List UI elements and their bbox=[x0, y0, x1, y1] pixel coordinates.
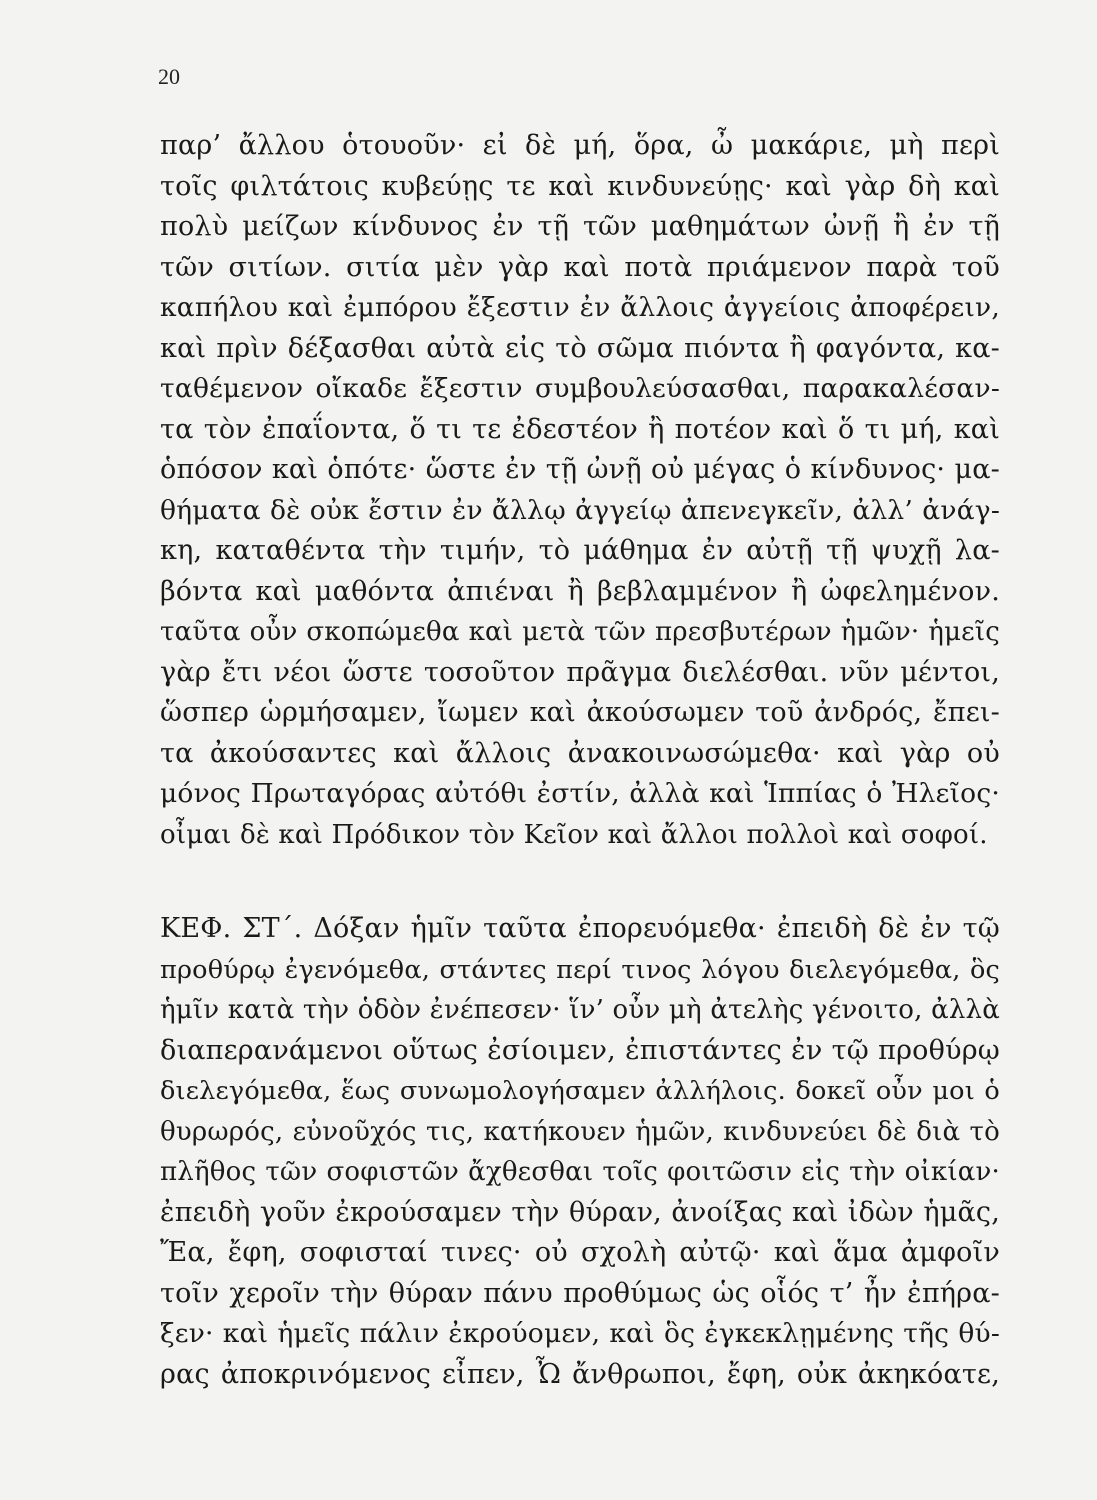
text-line: θήματα δὲ οὐκ ἔστιν ἐν ἄλλῳ ἀγγείῳ ἀπενεγκεῖν, ἀλλ’ ἀνάγ- bbox=[160, 494, 1000, 526]
text-line: τοῖς φιλτάτοις κυβεύῃς τε καὶ κινδυνεύῃς· καὶ γὰρ δὴ καὶ bbox=[160, 170, 1000, 202]
text-line: ἐπειδὴ γοῦν ἐκρούσαμεν τὴν θύραν, ἀνοίξας καὶ ἰδὼν ἡμᾶς, bbox=[160, 1196, 1000, 1228]
text-line: οἶμαι δὲ καὶ Πρόδικον τὸν Κεῖον καὶ ἄλλοι πολλοὶ καὶ σοφοί. bbox=[160, 819, 988, 850]
paragraph-1 bbox=[160, 126, 1000, 855]
text-line: διελεγόμεθα, ἕως συνωμολογήσαμεν ἀλλήλοις. δοκεῖ οὖν μοι ὁ bbox=[160, 1076, 1000, 1106]
text-line: προθύρῳ ἐγενόμεθα, στάντες περί τινος λόγου διελεγόμεθα, ὃς bbox=[160, 954, 1000, 985]
text-line: γὰρ ἔτι νέοι ὥστε τοσοῦτον πρᾶγμα διελέσθαι. νῦν μέντοι, bbox=[160, 656, 1000, 688]
page-number: 20 bbox=[158, 64, 180, 89]
text-line: Ἔα, ἔφη, σοφισταί τινες· οὐ σχολὴ αὐτῷ· καὶ ἅμα ἀμφοῖν bbox=[160, 1237, 1000, 1268]
body-text bbox=[160, 126, 1000, 1395]
text-line: παρ’ ἄλλου ὁτουοῦν· εἰ δὲ μή, ὅρα, ὦ μακάριε, μὴ περὶ bbox=[160, 130, 1000, 161]
text-line: διαπερανάμενοι οὕτως ἐσίοιμεν, ἐπιστάντες ἐν τῷ προθύρῳ bbox=[160, 1034, 1000, 1066]
text-line: θυρωρός, εὐνοῦχός τις, κατήκουεν ἡμῶν, κινδυνεύει δὲ διὰ τὸ bbox=[160, 1116, 1000, 1147]
text-line: ἡμῖν κατὰ τὴν ὁδὸν ἐνέπεσεν· ἵν’ οὖν μὴ ἀτελὴς γένοιτο, ἀλλὰ bbox=[160, 995, 1000, 1025]
text-line: μόνος Πρωταγόρας αὐτόθι ἐστίν, ἀλλὰ καὶ Ἱππίας ὁ Ἠλεῖος· bbox=[160, 778, 1000, 809]
text-line: ρας ἀποκρινόμενος εἶπεν, Ὦ ἄνθρωποι, ἔφη, οὐκ ἀκηκόατε, bbox=[160, 1358, 1000, 1390]
text-line: καὶ πρὶν δέξασθαι αὐτὰ εἰς τὸ σῶμα πιόντα ἢ φαγόντα, κα- bbox=[160, 332, 1000, 364]
text-line: πολὺ μείζων κίνδυνος ἐν τῇ τῶν μαθημάτων ὠνῇ ἢ ἐν τῇ bbox=[160, 211, 1000, 242]
text-line: ξεν· καὶ ἡμεῖς πάλιν ἐκρούομεν, καὶ ὃς ἐγκεκλῃμένης τῆς θύ- bbox=[160, 1318, 1000, 1349]
text-line: καπήλου καὶ ἐμπόρου ἔξεστιν ἐν ἄλλοις ἀγγείοις ἀποφέρειν, bbox=[160, 292, 1000, 323]
text-line: τοῖν χεροῖν τὴν θύραν πάνυ προθύμως ὡς οἷός τ’ ἦν ἐπήρα- bbox=[160, 1277, 1000, 1309]
paragraph-gap bbox=[160, 855, 1000, 909]
text-line: ὁπόσον καὶ ὁπότε· ὥστε ἐν τῇ ὠνῇ οὐ μέγας ὁ κίνδυνος· μα- bbox=[160, 454, 1000, 485]
paragraph-2 bbox=[160, 909, 1000, 1395]
text-line: τῶν σιτίων. σιτία μὲν γὰρ καὶ ποτὰ πριάμενον παρὰ τοῦ bbox=[160, 251, 1000, 283]
text-line: ὥσπερ ὡρμήσαμεν, ἴωμεν καὶ ἀκούσωμεν τοῦ ἀνδρός, ἔπει- bbox=[160, 697, 1000, 728]
text-line: κη, καταθέντα τὴν τιμήν, τὸ μάθημα ἐν αὐτῇ τῇ ψυχῇ λα- bbox=[160, 535, 1000, 566]
text-line: πλῆθος τῶν σοφιστῶν ἄχθεσθαι τοῖς φοιτῶσιν εἰς τὴν οἰκίαν· bbox=[160, 1157, 1000, 1187]
text-line: τα τὸν ἐπαΐοντα, ὅ τι τε ἐδεστέον ἢ ποτέον καὶ ὅ τι μή, καὶ bbox=[160, 413, 1000, 445]
text-line: ΚΕΦ. ΣΤ΄. Δόξαν ἡμῖν ταῦτα ἐπορευόμεθα· ἐπειδὴ δὲ ἐν τῷ bbox=[160, 913, 1000, 944]
text-line: ταῦτα οὖν σκοπώμεθα καὶ μετὰ τῶν πρεσβυτέρων ἡμῶν· ἡμεῖς bbox=[160, 617, 1000, 647]
text-line: ταθέμενον οἴκαδε ἔξεστιν συμβουλεύσασθαι, παρακαλέσαν- bbox=[160, 373, 1000, 404]
text-line: τα ἀκούσαντες καὶ ἄλλοις ἀνακοινωσώμεθα· καὶ γὰρ οὐ bbox=[160, 737, 1000, 769]
text-line: βόντα καὶ μαθόντα ἀπιέναι ἢ βεβλαμμένον ἢ ὠφελημένον. bbox=[160, 575, 1000, 607]
